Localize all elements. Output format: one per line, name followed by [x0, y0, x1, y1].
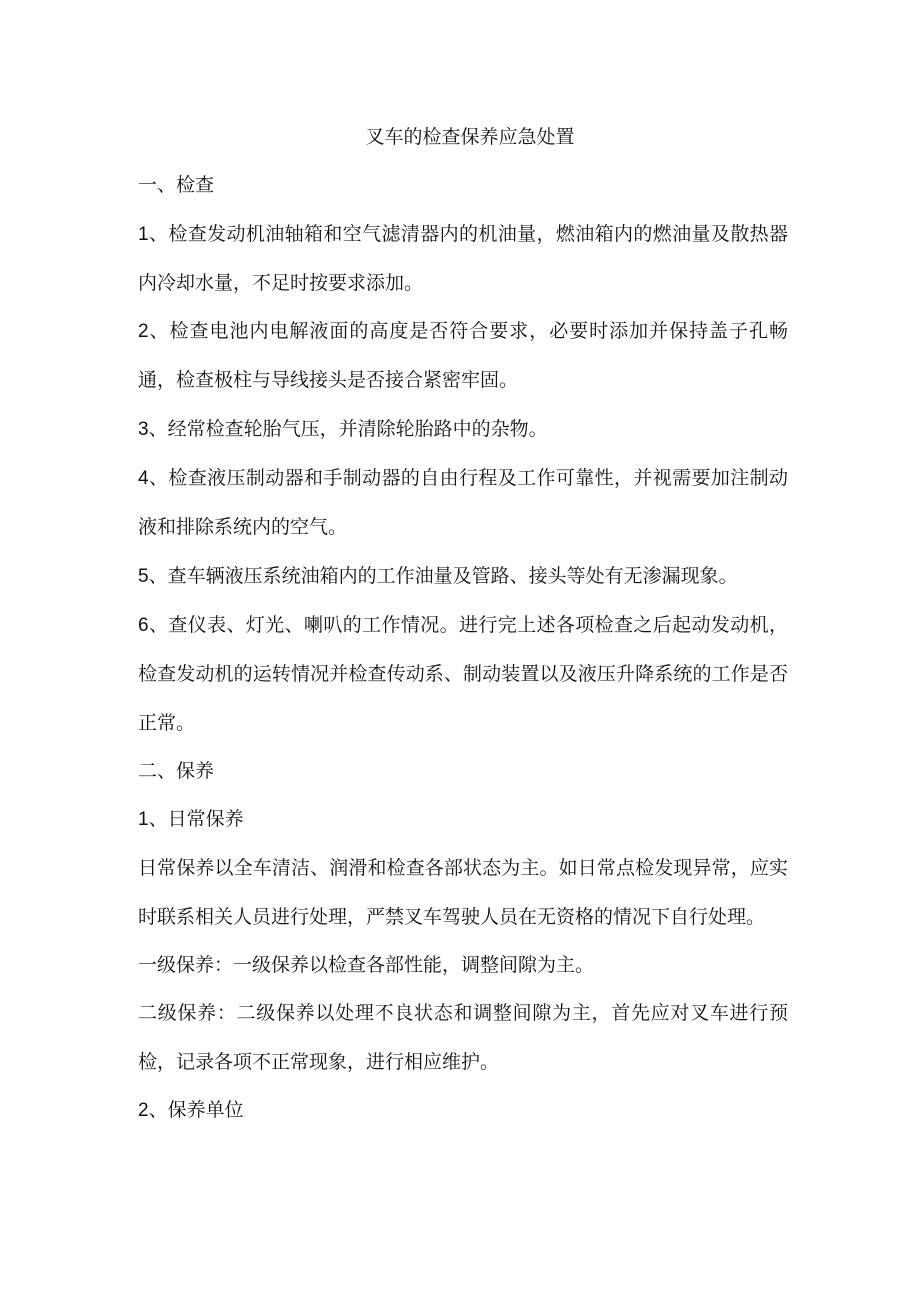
inspection-item-1 — [138, 210, 788, 308]
paragraph-level-one-maintenance: 一级保养：一级保养以检查各部性能，调整间隙为主。 — [138, 954, 595, 977]
item-number: 3 — [138, 418, 149, 440]
item-text: 、查仪表、灯光、喇叭的工作情况。进行完上述各项检查之后起动发动机，检查发动机的运转情况并检查传动系、制动装置以及液压升降系统的工作是否正常。 — [138, 613, 788, 734]
item-number: 6 — [138, 614, 149, 636]
subheading-maintenance-unit — [138, 1086, 788, 1135]
item-number: 4 — [138, 468, 149, 490]
inspection-item-5 — [138, 552, 788, 601]
item-text: 、查车辆液压系统油箱内的工作油量及管路、接头等处有无渗漏现象。 — [148, 564, 738, 587]
item-text: 、检查发动机油轴箱和空气滤清器内的机油量，燃油箱内的燃油量及散热器内冷却水量，不足时按要求添加。 — [138, 222, 788, 294]
item-text: 、保养单位 — [148, 1098, 244, 1121]
document-title: 叉车的检查保养应急处置 — [365, 126, 575, 148]
item-number: 5 — [138, 565, 149, 587]
inspection-item-2 — [138, 307, 788, 405]
item-number: 2 — [138, 1099, 149, 1121]
paragraph-daily-maintenance: 日常保养以全车清洁、润滑和检查各部状态为主。如日常点检发现异常，应实时联系相关人员进行处理，严禁叉车驾驶人员在无资格的情况下自行处理。 — [138, 857, 788, 928]
subheading-daily-maintenance — [138, 795, 788, 844]
item-text: 、检查电池内电解液面的高度是否符合要求，必要时添加并保持盖子孔畅通，检查极柱与导线接头是否接合紧密牢固。 — [138, 320, 788, 392]
item-text: 、检查液压制动器和手制动器的自由行程及工作可靠性，并视需要加注制动液和排除系统内的空气。 — [138, 467, 788, 539]
section-heading-inspection: 一、检查 — [138, 174, 215, 197]
item-number: 1 — [138, 223, 149, 245]
inspection-item-3 — [138, 405, 788, 454]
item-number: 2 — [138, 321, 149, 343]
document-body — [138, 113, 788, 1135]
section-heading-maintenance: 二、保养 — [138, 759, 215, 782]
item-text: 、日常保养 — [148, 808, 244, 831]
item-number: 1 — [138, 809, 149, 831]
paragraph-level-two-maintenance: 二级保养：二级保养以处理不良状态和调整间隙为主，首先应对叉车进行预检，记录各项不正常现象，进行相应维护。 — [138, 1002, 788, 1073]
item-text: 、经常检查轮胎气压，并清除轮胎路中的杂物。 — [148, 417, 548, 440]
inspection-item-6 — [138, 601, 788, 747]
inspection-item-4 — [138, 454, 788, 552]
